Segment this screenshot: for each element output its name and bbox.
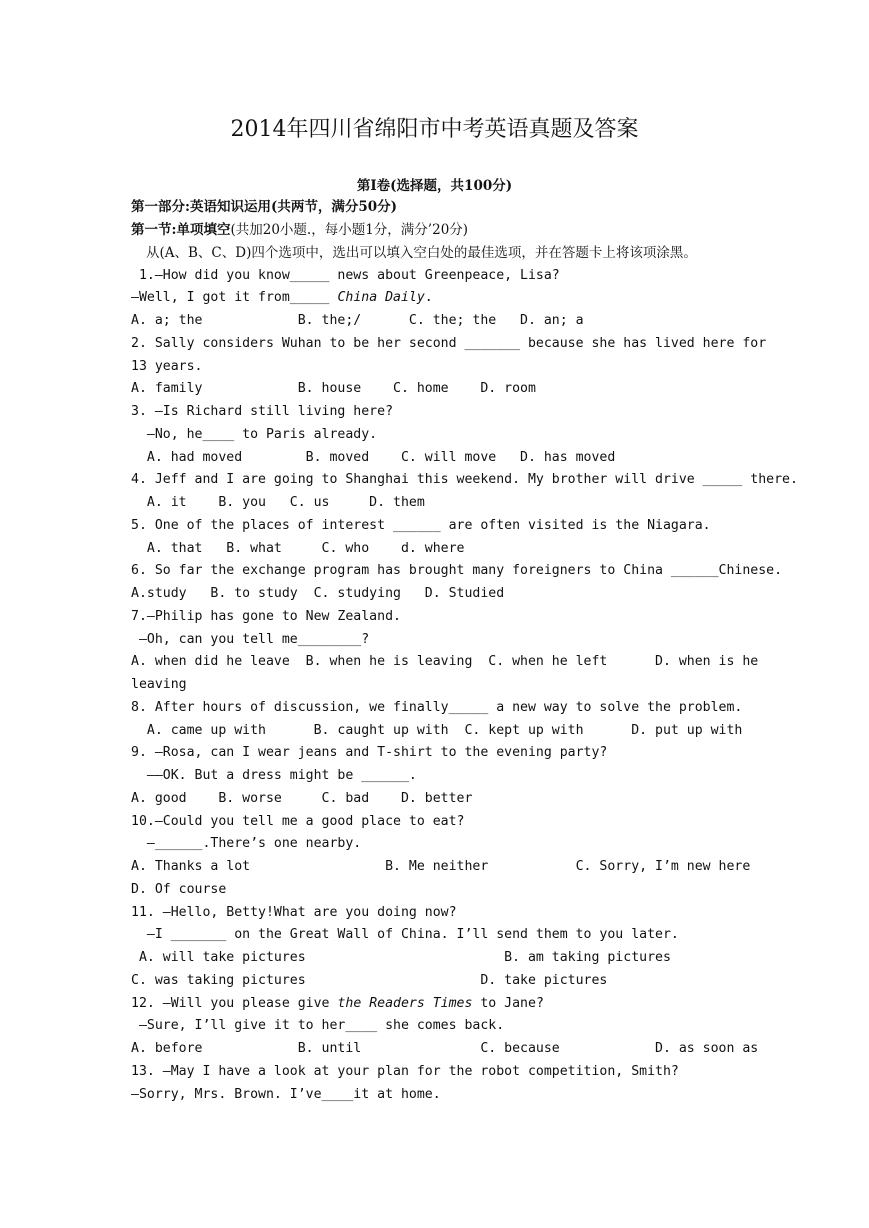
option-line: A. a; the B. the;/ C. the; the D. an; a: [131, 313, 584, 328]
option-line: A. good B. worse C. bad D. better: [131, 791, 473, 806]
question-line: 2. Sally considers Wuhan to be her second _______ because she has lived here for: [131, 336, 767, 351]
question-line: 8. After hours of discussion, we finally_____ a new way to solve the problem.: [131, 700, 743, 715]
option-line: A. it B. you C. us D. them: [131, 495, 425, 510]
question-line: —Sure, I’ll give it to her____ she comes back.: [131, 1018, 505, 1033]
option-line: A. will take pictures B. am taking pictures: [131, 950, 671, 965]
question-line: 13. —May I have a look at your plan for the robot competition, Smith?: [131, 1064, 679, 1079]
section-title: 第Ⅰ卷(选择题，共100分): [356, 178, 513, 194]
question-line: 5. One of the places of interest ______ are often visited is the Niagara.: [131, 518, 711, 533]
question-line: —I _______ on the Great Wall of China. I’ll send them to you later.: [131, 927, 679, 942]
part-heading: 第一部分:英语知识运用(共两节，满分50分): [131, 199, 398, 215]
question-line: —Well, I got it from_____ China Daily.: [131, 290, 433, 305]
option-line: A. had moved B. moved C. will move D. has moved: [131, 450, 616, 465]
question-line: —______.There’s one nearby.: [131, 836, 362, 851]
question-line: 11. —Hello, Betty!What are you doing now?: [131, 905, 457, 920]
question-line: —No, he____ to Paris already.: [131, 427, 378, 442]
option-line: A. Thanks a lot B. Me neither C. Sorry, I’m new here: [131, 859, 751, 874]
option-line: A.study B. to study C. studying D. Studied: [131, 586, 505, 601]
option-line: A. when did he leave B. when he is leaving C. when he left D. when is he: [131, 654, 759, 669]
question-line: 10.—Could you tell me a good place to eat?: [131, 814, 465, 829]
question-line: 3. —Is Richard still living here?: [131, 404, 394, 419]
option-line: C. was taking pictures D. take pictures: [131, 973, 608, 988]
question-line: 13 years.: [131, 359, 203, 374]
question-line: —Oh, can you tell me________?: [131, 632, 370, 647]
instructions: 从(A、B、C、D)四个选项中，选出可以填入空白处的最佳选项，并在答题卡上将该项涂黑。: [146, 245, 697, 261]
question-line: 9. —Rosa, can I wear jeans and T-shirt to the evening party?: [131, 745, 608, 760]
question-line: 12. —Will you please give the Readers Times to Jane?: [131, 996, 544, 1011]
option-line: leaving: [131, 677, 187, 692]
question-line: —Sorry, Mrs. Brown. I’ve____it at home.: [131, 1087, 441, 1102]
option-line: A. that B. what C. who d. where: [131, 541, 465, 556]
option-line: A. before B. until C. because D. as soon as: [131, 1041, 759, 1056]
option-line: D. Of course: [131, 882, 227, 897]
option-line: A. family B. house C. home D. room: [131, 381, 536, 396]
document-title: 2014年四川省绵阳市中考英语真题及答案: [230, 117, 639, 142]
question-line: ——OK. But a dress might be ______.: [131, 768, 417, 783]
question-line: 1.—How did you know_____ news about Greenpeace, Lisa?: [131, 268, 560, 283]
question-line: 6. So far the exchange program has brought many foreigners to China ______Chinese.: [131, 563, 783, 578]
subsection-heading: 第一节:单项填空(共加20小题.，每小题1分，满分’20分): [131, 222, 469, 238]
question-line: 4. Jeff and I are going to Shanghai this weekend. My brother will drive _____ there.: [131, 472, 798, 487]
option-line: A. came up with B. caught up with C. kept up with D. put up with: [131, 723, 743, 738]
question-line: 7.—Philip has gone to New Zealand.: [131, 609, 401, 624]
